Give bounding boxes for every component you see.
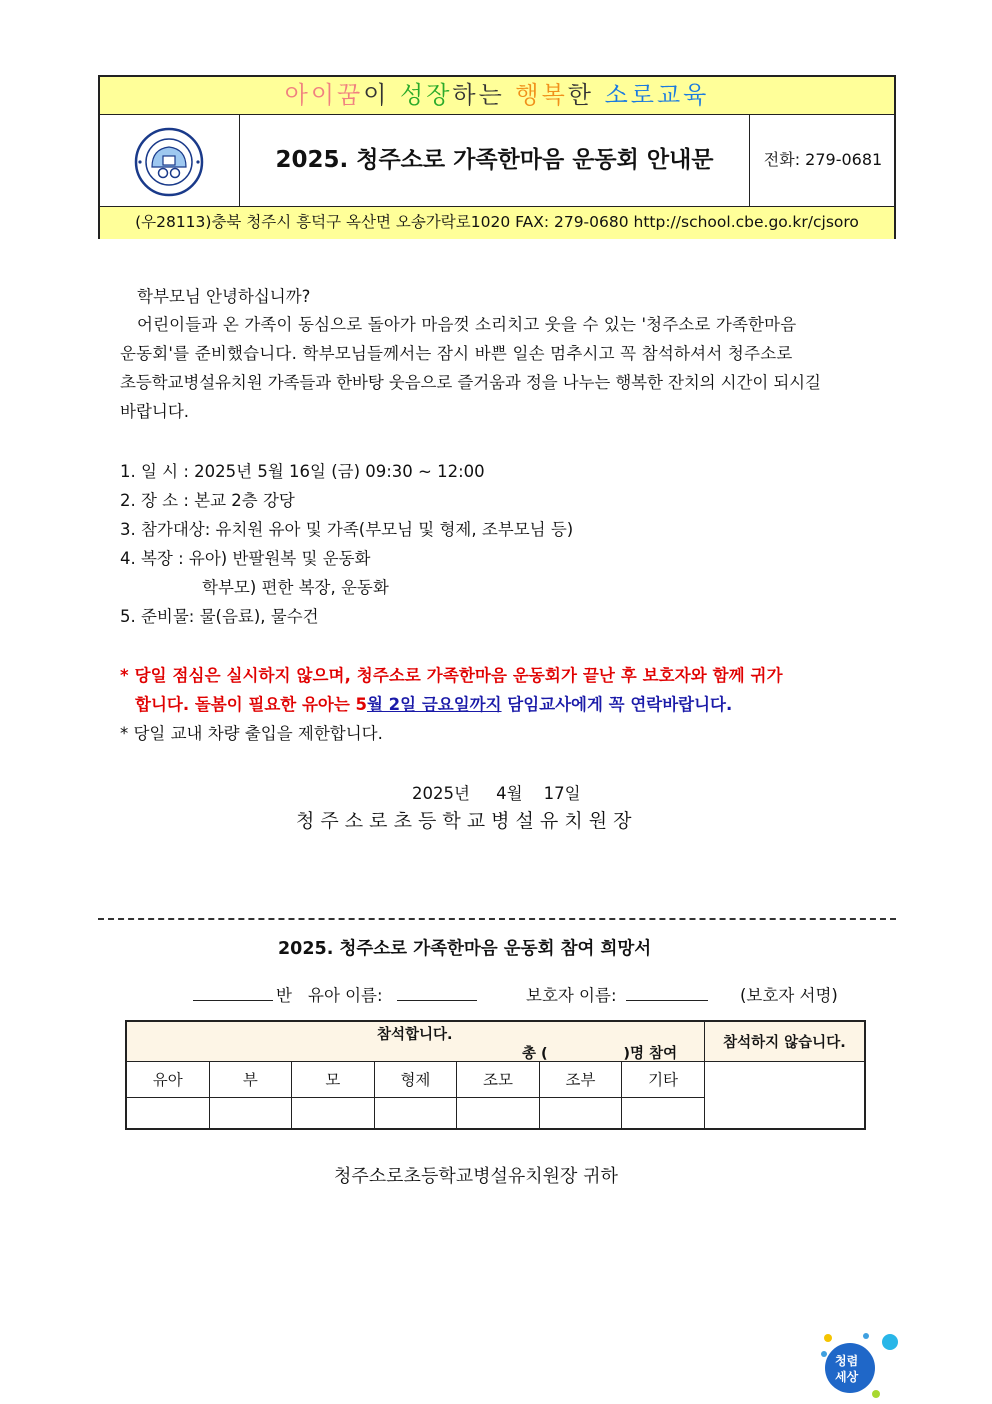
col-grandfather: 조부 xyxy=(539,1061,622,1097)
slogan-char: 아 xyxy=(284,81,311,109)
body-line-4: 바랍니다. xyxy=(120,402,190,421)
item-supplies: 5. 준비물: 물(음료), 물수건 xyxy=(120,607,319,626)
cell-child-count[interactable] xyxy=(126,1097,209,1129)
col-siblings: 형제 xyxy=(374,1061,457,1097)
greeting: 학부모님 안녕하십니까? xyxy=(137,287,311,306)
col-other: 기타 xyxy=(622,1061,705,1097)
guardian-name-blank[interactable] xyxy=(626,1000,708,1001)
slogan-char: 성 xyxy=(400,81,427,109)
school-emblem-icon xyxy=(130,127,208,197)
attend-header xyxy=(126,1021,704,1061)
not-attend-header: 참석하지 않습니다. xyxy=(704,1021,865,1061)
slogan-char: 이 xyxy=(310,81,337,109)
cell-father-count[interactable] xyxy=(209,1097,292,1129)
integrity-logo-text-2: 세상 xyxy=(835,1370,859,1384)
item-attire: 4. 복장 : 유아) 반팔원복 및 운동화 xyxy=(120,549,371,568)
notice-vehicle: * 당일 교내 차량 출입을 제한합니다. xyxy=(120,724,383,743)
letterhead-middle-row xyxy=(100,115,894,207)
notice-lunch: * 당일 점심은 실시하지 않으며, 청주소로 가족한마음 운동회가 끝난 후 보호자와 함께 귀가 xyxy=(120,666,783,685)
notice-care-deadline: 월 2일 금요일까지 xyxy=(367,695,502,714)
slogan-char: 육 xyxy=(683,81,710,109)
guardian-signature-label: (보호자 서명) xyxy=(740,986,838,1005)
integrity-logo-icon xyxy=(818,1328,900,1404)
school-logo-cell xyxy=(100,115,240,206)
item-date: 1. 일 시 : 2025년 5월 16일 (금) 09:30 ~ 12:00 xyxy=(120,462,485,481)
slogan-char: 소 xyxy=(604,81,631,109)
child-name-label: 유아 이름: xyxy=(308,986,383,1005)
slogan-char: 로 xyxy=(630,81,657,109)
cell-grandmother-count[interactable] xyxy=(457,1097,540,1129)
item-place: 2. 장 소 : 본교 2층 강당 xyxy=(120,491,295,510)
slogan-char: 꿈 xyxy=(337,81,364,109)
phone-number: 전화: 279-0681 xyxy=(763,150,883,169)
letter-date: 2025년 4월 17일 xyxy=(412,784,581,803)
form-title: 2025. 청주소로 가족한마음 운동회 참여 희망서 xyxy=(278,939,652,959)
slogan-char xyxy=(505,81,516,109)
guardian-name-label: 보호자 이름: xyxy=(526,986,617,1005)
body-line-2: 운동회'를 준비했습니다. 학부모님들께서는 잠시 바쁜 일손 멈추시고 꼭 참석하셔서 청주소로 xyxy=(120,344,793,363)
signature: 청 주 소 로 초 등 학 교 병 설 유 치 원 장 xyxy=(296,810,632,832)
cell-other-count[interactable] xyxy=(622,1097,705,1129)
child-name-blank[interactable] xyxy=(397,1000,477,1001)
cut-line xyxy=(98,918,896,920)
slogan-char: 는 xyxy=(478,81,505,109)
addressee: 청주소로초등학교병설유치원장 귀하 xyxy=(334,1166,618,1187)
attendance-table xyxy=(125,1020,866,1130)
col-mother: 모 xyxy=(292,1061,375,1097)
attend-total: 총 ( )명 참여 xyxy=(522,1046,678,1062)
attend-label: 참석합니다. xyxy=(377,1027,453,1043)
slogan-char: 한 xyxy=(567,81,594,109)
ban-blank[interactable] xyxy=(193,1000,273,1001)
cell-grandfather-count[interactable] xyxy=(539,1097,622,1129)
slogan-char: 교 xyxy=(656,81,684,109)
school-address-bar: (우28113)충북 청주시 흥덕구 옥산면 오송가락로1020 FAX: 279-0680 http://school.cbe.go.kr/cjsoro xyxy=(100,207,894,239)
school-slogan xyxy=(100,77,894,115)
document-title: 2025. 청주소로 가족한마음 운동회 안내문 xyxy=(240,115,750,206)
cell-siblings-count[interactable] xyxy=(374,1097,457,1129)
col-father: 부 xyxy=(209,1061,292,1097)
slogan-char: 하 xyxy=(452,81,479,109)
slogan-char xyxy=(389,81,400,109)
item-participants: 3. 참가대상: 유치원 유아 및 가족(부모님 및 형제, 조부모님 등) xyxy=(120,520,574,539)
body-line-1: 어린이들과 온 가족이 동심으로 돌아가 마음껏 소리치고 웃을 수 있는 '청주소로 가족한마음 xyxy=(137,315,797,334)
col-grandmother: 조모 xyxy=(457,1061,540,1097)
cell-mother-count[interactable] xyxy=(292,1097,375,1129)
item-attire-parents: 학부모) 편한 복장, 운동화 xyxy=(202,578,389,597)
notice-care-contact: 담임교사에게 꼭 연락바랍니다. xyxy=(501,695,733,714)
body-line-3: 초등학교병설유치원 가족들과 한바탕 웃음으로 즐거움과 정을 나누는 행복한 잔치의 시간이 되시길 xyxy=(120,373,821,392)
slogan-char: 행 xyxy=(515,81,542,109)
slogan-char: 장 xyxy=(426,81,453,109)
col-child: 유아 xyxy=(126,1061,209,1097)
ban-label: 반 xyxy=(276,986,292,1005)
notice-care xyxy=(135,690,732,719)
slogan-char: 이 xyxy=(363,81,390,109)
integrity-logo-text-1: 청렴 xyxy=(835,1354,859,1368)
not-attend-cell[interactable] xyxy=(704,1061,865,1129)
letterhead xyxy=(98,75,896,239)
slogan-char: 복 xyxy=(541,81,568,109)
slogan-char xyxy=(594,81,605,109)
notice-care-red: 합니다. 돌봄이 필요한 유아는 5 xyxy=(135,695,367,714)
